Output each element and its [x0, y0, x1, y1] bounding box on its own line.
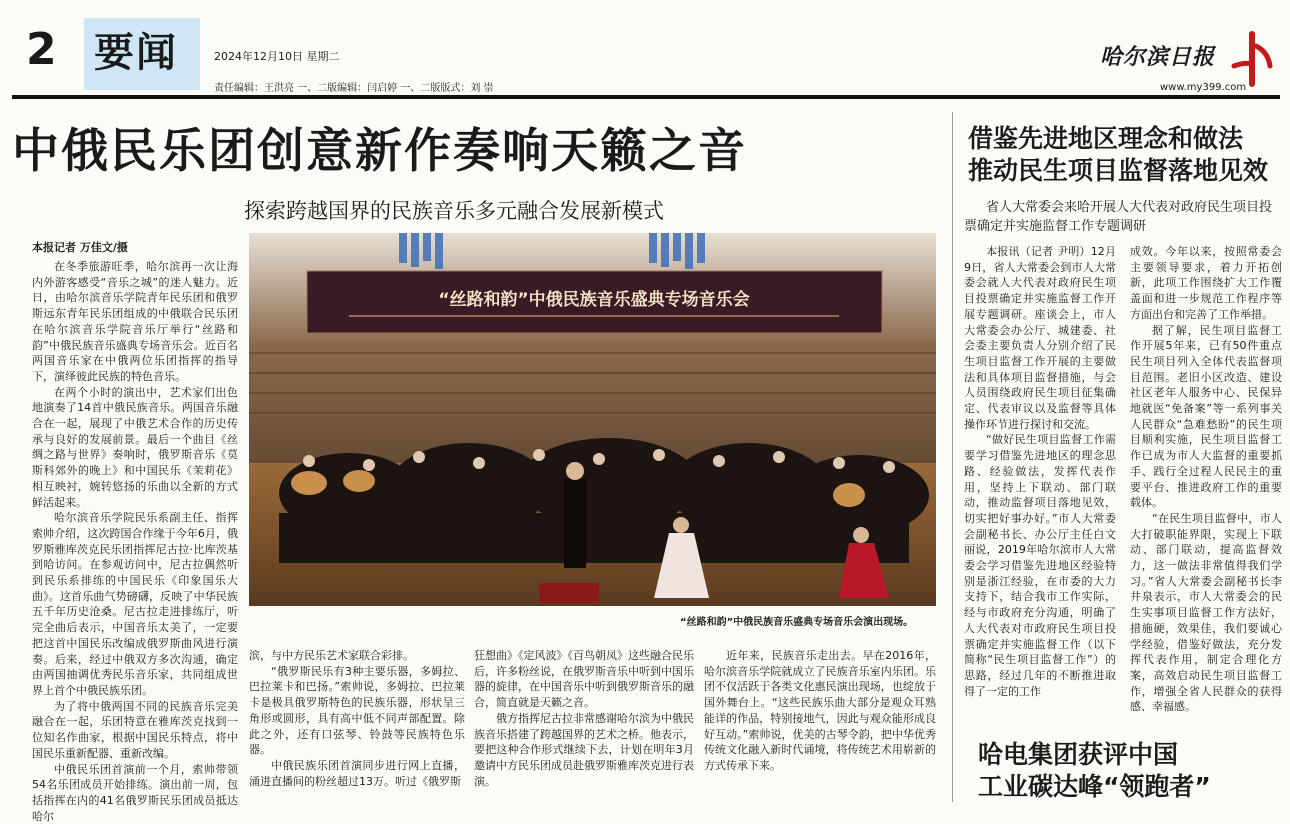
paragraph: “在民生项目监督中，市人大打破职能界限，实现上下联动、部门联动，提高监督效力，这一做法非常值得我们学习。”省人大常委会副秘书长李井泉表示，市人大常委会的民生实事项目监督工作方法好，措施硬，效果佳，我们要诚心学经验，借鉴好做法，充分发挥代表作用，制定合理化方案，高效启动民生项目监督工作，增强全省人民群众的获得感、幸福感。: [1130, 511, 1282, 715]
main-subheadline: 探索跨越国界的民族音乐多元融合发展新模式: [244, 197, 664, 225]
paragraph: 在两个小时的演出中，艺术家们出色地演奏了14首中俄民族音乐。两国音乐融合在一起，展现了中俄艺术合作的历史传承与良好的发展前景。最后一个曲目《丝绸之路与世界》奏响时，俄罗斯音乐《莫斯科郊外的晚上》和中国民乐《茉莉花》相互映衬，婉转悠扬的乐曲以全新的方式鲜活起来。: [32, 385, 238, 511]
issue-date: 2024年12月10日 星期二: [214, 48, 340, 64]
photo-caption: “丝路和韵”中俄民族音乐盛典专场音乐会演出现场。: [680, 613, 913, 628]
bottom-headline-line2: 工业碳达峰“领跑者”: [978, 772, 1211, 802]
concert-photo: [249, 233, 936, 606]
section-title: 要闻: [94, 30, 178, 76]
photo-banner-text: “丝路和韵”中俄民族音乐盛典专场音乐会: [438, 289, 749, 310]
article-column-2: [249, 648, 465, 798]
side-column-2: [1130, 244, 1282, 734]
bottom-headline-line1: 哈电集团获评中国: [978, 740, 1178, 770]
side-headline-line1: 借鉴先进地区理念和做法: [968, 124, 1243, 154]
header-rule: [12, 95, 1280, 99]
article-column-1: [32, 259, 238, 789]
paragraph: 在冬季旅游旺季，哈尔滨再一次让海内外游客感受“音乐之城”的迷人魅力。近日，由哈尔滨音乐学院青年民乐团和俄罗斯远东青年民乐团组成的中俄联合民乐团在哈尔滨音乐学院音乐厅举行“丝路和韵”中俄民族音乐盛典专场音乐会。近百名两国音乐家在中俄两位乐团指挥的指导下，演绎彼此民族的特色音乐。: [32, 259, 238, 385]
paragraph: 中俄民族乐团首演同步进行网上直播，涌进直播间的粉丝超过13万。听过《俄罗斯: [249, 758, 465, 789]
paragraph: 俄方指挥尼古拉非常感谢哈尔滨为中俄民族音乐搭建了跨越国界的艺术之桥。他表示，要把这种合作形式继续下去，计划在明年3月邀请中方民乐团成员赴俄罗斯雅库茨克进行表演。: [474, 711, 694, 790]
article-column-4: [704, 648, 936, 798]
side-subheadline: 省人大常委会来哈开展人大代表对政府民生项目投票确定并实施监督工作专题调研: [964, 198, 1284, 236]
side-headline-line2: 推动民生项目监督落地见效: [968, 156, 1268, 186]
logo-mark-icon: [1226, 28, 1276, 88]
paragraph: “俄罗斯民乐有3种主要乐器，多姆拉、巴拉莱卡和巴扬。”索帅说，多姆拉、巴拉莱卡是极具俄罗斯特色的民族乐器，形状呈三角形或圆形，具有高中低不同声部配置。除此之外，还有口弦琴、铃鼓等民族特色乐器。: [249, 664, 465, 758]
paragraph: 中俄民乐团首演前一个月，索帅带领54名乐团成员开始排练。演出前一周，包括指挥在内的41名俄罗斯民乐团成员抵达哈尔: [32, 762, 238, 824]
editors-line: 责任编辑：王洪亮 一、二版编辑：闫启婷 一、二版版式：刘 崇: [214, 79, 494, 94]
website-url: www.my399.com: [1160, 82, 1246, 93]
page-number: 2: [26, 28, 57, 72]
column-divider: [952, 112, 953, 802]
paragraph: 成效。今年以来，按照常委会主要领导要求，着力开拓创新，此项工作围绕扩大工作覆盖面和进一步规范工作程序等方面出台和完善了工作举措。: [1130, 244, 1282, 323]
byline: 本报记者 万佳文/摄: [32, 239, 128, 255]
paragraph: 近年来，民族音乐走出去。早在2016年，哈尔滨音乐学院就成立了民族音乐室内乐团。乐团不仅活跃于各类文化惠民演出现场，也绽放于国外舞台上。“这些民族乐曲大部分是观众耳熟能详的作品，特别接地气，因此与观众能形成良好互动。”索帅说，优美的古琴令韵，把中华优秀传统文化融入新时代诵境，将传统艺术用崭新的方式传承下来。: [704, 648, 936, 774]
newspaper-logo: 哈尔滨日报: [1100, 40, 1215, 71]
article-column-3: [474, 648, 694, 798]
paragraph: 滨，与中方民乐艺术家联合彩排。: [249, 648, 465, 664]
main-headline: 中俄民乐团创意新作奏响天籁之音: [12, 122, 747, 182]
paragraph: 哈尔滨音乐学院民乐系副主任、指挥索帅介绍，这次跨国合作缘于今年6月，俄罗斯雅库茨克民乐团指挥尼古拉·比库茨基到哈访问。在参观访问中，尼古拉偶然听到民乐系排练的中国民乐《印象国乐大曲》。这首乐曲气势磅礴，反映了中华民族五千年历史沧桑。尼古拉走进排练厅，听完全曲后表示，中国音乐太美了，一定要把这首中国民乐改编成俄罗斯曲风进行演奏。后来，经过中俄双方多次沟通，确定由两国抽调优秀民乐音乐家，共同组成世界上首个中俄民族乐团。: [32, 510, 238, 698]
paragraph: 本报讯（记者 尹明）12月9日，省人大常委会到市人大常委会就人大代表对政府民生项目投票确定并实施监督工作开展专题调研。座谈会上，市人大常委会办公厅、城建委、社会委主要负责人分别介绍了民生项目监督工作开展的主要做法和具体项目监督措施，与会人员围绕政府民生项目征集确定、代表审议以及监督等具体操作环节进行探讨和交流。: [964, 244, 1116, 432]
paragraph: 据了解，民生项目监督工作开展5年来，已有50件重点民生项目列入全体代表监督项目范围。老旧小区改造、建设社区老年人服务中心、民保异地就医“免备案”等一系列事关人民群众“急难愁盼”的民生项目顺利实施，民生项目监督工作已成为市人大监督的重要抓手、践行全过程人民民主的重要平台、推进政府工作的重要载体。: [1130, 323, 1282, 511]
side-column-1: [964, 244, 1116, 734]
paragraph: “做好民生项目监督工作需要学习借鉴先进地区的理念思路、经验做法，发挥代表作用，坚持上下联动、部门联动，推动监督项目落地见效，切实把好事办好。”市人大常委会副秘书长、办公厅主任白文丽说，2019年哈尔滨市人大常委会学习借鉴先进地区经验特别是浙江经验，在市委的大力支持下，结合我市工作实际，经与市政府充分沟通，明确了人大代表对市政府民生项目投票确定并实施监督工作（以下简称“民生项目监督工作”）的思路，经过几年的不断推进取得了一定的工作: [964, 432, 1116, 699]
paragraph: 狂想曲》《定风波》《百鸟朝凤》这些融合民乐后，许多粉丝说，在俄罗斯音乐中听到中国乐器的旋律，在中国音乐中听到俄罗斯音乐的融合，简直就是天籁之音。: [474, 648, 694, 711]
paragraph: 为了将中俄两国不同的民族音乐完美融合在一起，乐团特意在雅库茨克找到一位知名作曲家，根据中国民乐特点，将中国民乐重新配器、重新改编。: [32, 699, 238, 762]
